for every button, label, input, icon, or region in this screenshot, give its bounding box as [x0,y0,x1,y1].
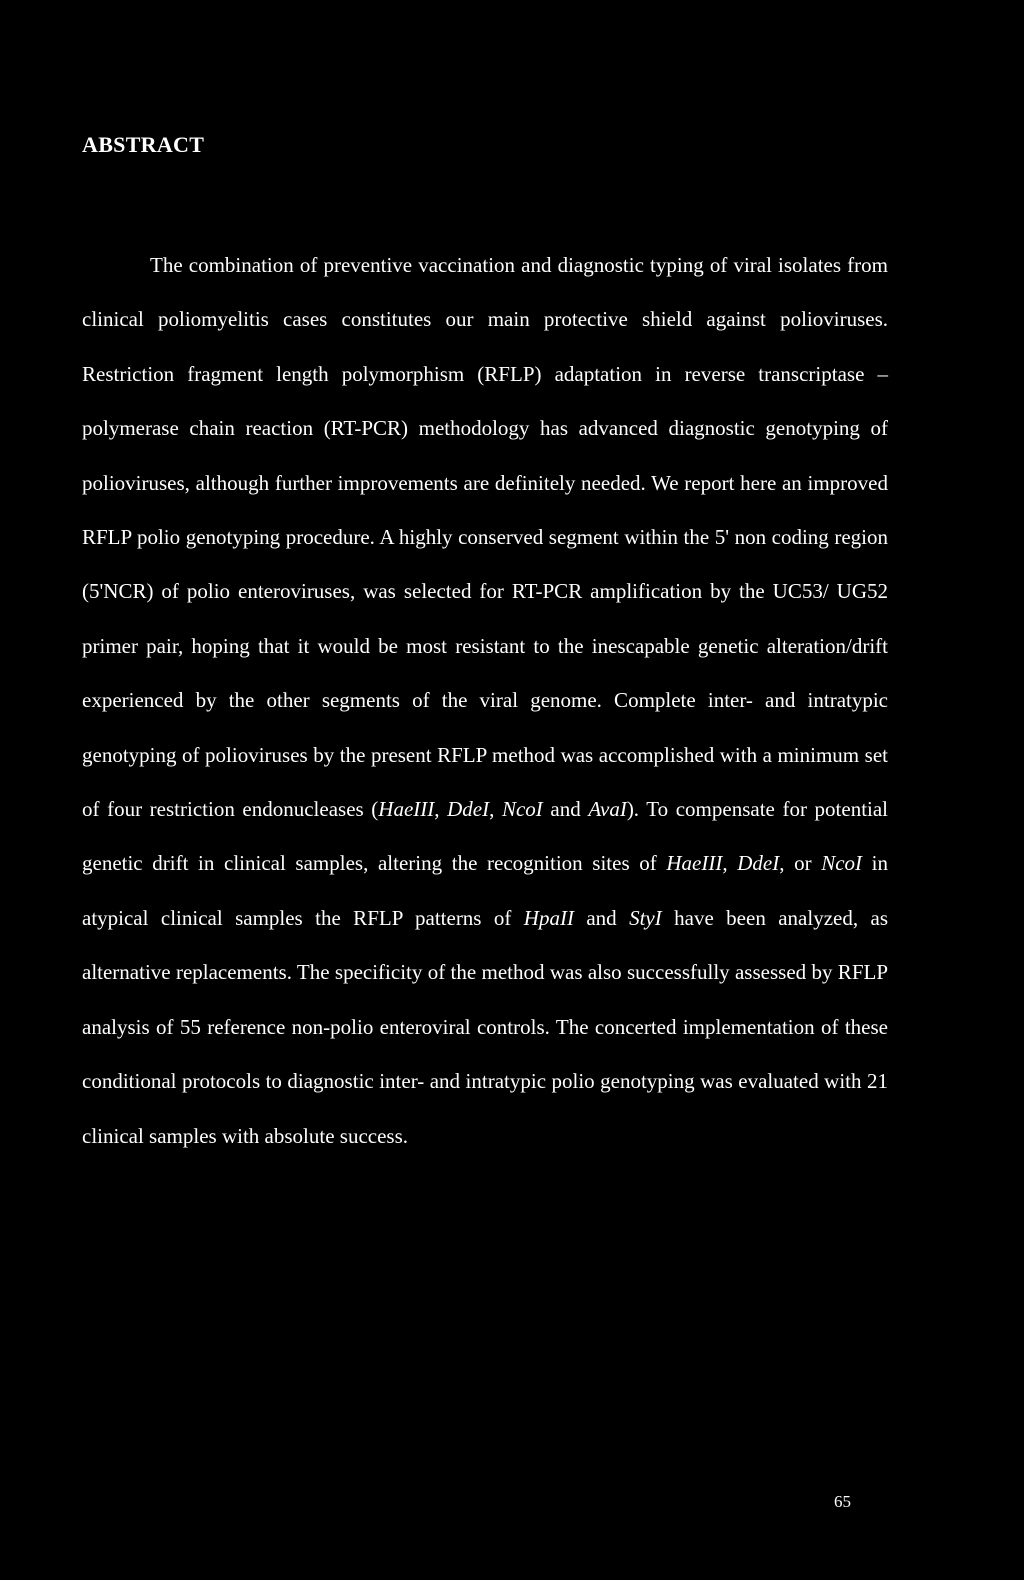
enzyme-ncoi: NcoI [501,797,543,822]
separator: , [434,797,448,822]
abstract-text-part-3: in atypical clinical samples the RFLP patterns of [82,851,888,930]
separator: and [573,905,630,930]
enzyme-avai: AvaI [588,797,627,822]
enzyme-styi: StyI [629,905,662,930]
enzyme-hpaii: HpaII [523,905,574,930]
separator: , [489,797,502,822]
abstract-text-part-4: have been analyzed, as alternative replacements. The specificity of the method was also successfully assessed by RFLP analysis of 55 reference non-polio enteroviral controls. The concerted implementation of these conditional protocols to diagnostic inter- and intratypic polio genotyping was evaluated with 21 clinical samples with absolute success. [82,905,888,1148]
abstract-text-part-1: The combination of preventive vaccination and diagnostic typing of viral isolates from clinical poliomyelitis cases constitutes our main protective shield against polioviruses. Restriction fragment length polymorphism (RFLP) adaptation in reverse transcriptase – polymerase chain reaction (RT-PCR) methodology has advanced diagnostic genotyping of polioviruses, although further improvements are definitely needed. We report here an improved RFLP polio genotyping procedure. A highly conserved segment within the 5' non coding region (5'NCR) of polio enteroviruses, was selected for RT-PCR amplification by the UC53/ UG52 primer pair, hoping that it would be most resistant to the inescapable genetic alteration/drift experienced by the other segments of the viral genome. Complete inter- and intratypic genotyping of polioviruses by the present RFLP method was accomplished with a minimum set of four restriction endonucleases ( [82,253,888,822]
enzyme-haeiii: HaeIII [666,851,723,876]
abstract-text-part-2: ). To compensate for potential genetic drift in clinical samples, altering the recognition sites of [82,797,889,876]
separator: and [542,797,589,822]
page-number: 65 [834,1492,851,1511]
enzyme-ncoi: NcoI [821,851,863,876]
abstract-heading: ABSTRACT [82,132,205,157]
separator: , or [779,851,822,876]
separator: , [722,851,738,876]
enzyme-ddei: DdeI [737,851,780,876]
enzyme-haeiii: HaeIII [378,797,435,822]
abstract-paragraph [82,238,888,1163]
enzyme-ddei: DdeI [447,797,490,822]
